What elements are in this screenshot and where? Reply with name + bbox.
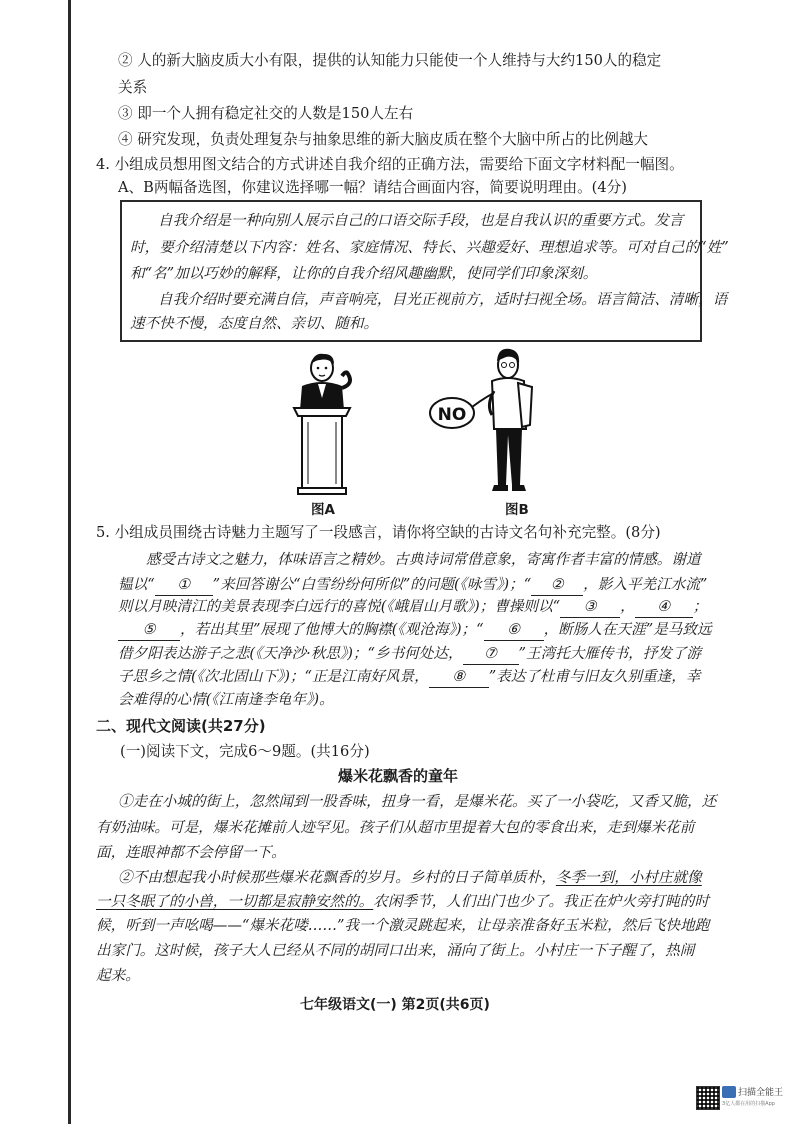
blank-5[interactable]: ⑤	[118, 620, 180, 641]
q5-line-3: 则以月映清江的美景表现李白远行的喜悦(《峨眉山月歌》)；曹操则以“ ③ ， ④ ；	[118, 597, 707, 618]
blank-6[interactable]: ⑥	[484, 620, 544, 641]
q5-line-5	[118, 644, 701, 665]
figure-b-caption: 图B	[505, 502, 529, 518]
p2-underlined-text: 一只冬眠了的小兽，一切都是寂静安然的。	[96, 893, 374, 910]
option-2-line-1: ② 人的新大脑皮质大小有限，提供的认知能力只能使一个人维持与大约150人的稳定	[118, 52, 662, 69]
q5-text: ，影入平羌江水流”	[583, 576, 708, 593]
q5-text: ，若出其里”展现了他博大的胸襟(《观沧海》)；“	[180, 621, 484, 638]
q5-text: 子思乡之情(《次北固山下》)；“正是江南好风景，	[118, 668, 429, 685]
q5-line-7: 会难得的心情(《江南逢李龟年》)。	[118, 691, 334, 708]
p2-line-4: 出家门。这时候，孩子大人已经从不同的胡同口出来，涌向了街上。小村庄一下子醒了，热闹	[96, 942, 695, 959]
material-line-2: 时，要介绍清楚以下内容：姓名、家庭情况、特长、兴趣爱好、理想追求等。可对自己的“姓”	[130, 239, 729, 256]
scanner-watermark: 扫描全能王	[738, 1088, 784, 1098]
option-2-line-2: 关系	[118, 79, 148, 96]
question-4-line-1: 4. 小组成员想用图文结合的方式讲述自我介绍的正确方法，需要给下面文字材料配一幅图。	[96, 156, 684, 173]
blank-8[interactable]: ⑧	[429, 667, 489, 688]
q5-text: ，断肠人在天涯”是马致远	[543, 621, 712, 638]
q5-text: 则以月映清江的美景表现李白远行的喜悦(《峨眉山月歌》)；曹操则以“	[118, 598, 561, 615]
scanner-app-logo-icon	[722, 1086, 736, 1098]
page-footer: 七年级语文(一) 第2页(共6页)	[300, 997, 490, 1013]
p2-line-3: 候，听到一声吆喝——“爆米花喽……”我一个激灵跳起来，让母亲准备好玉米粒，然后飞快地跑	[96, 917, 710, 934]
figure-b-illustration	[428, 345, 548, 500]
option-4: ④ 研究发现，负责处理复杂与抽象思维的新大脑皮质在整个大脑中所占的比例越大	[118, 131, 649, 148]
blank-2[interactable]: ②	[531, 575, 583, 596]
qr-code-icon	[696, 1086, 720, 1110]
blank-7[interactable]: ⑦	[463, 644, 519, 665]
p1-line-3: 面，连眼神都不会停留一下。	[96, 844, 286, 861]
no-text: NO	[437, 405, 467, 425]
p2-text: ②不由想起我小时候那些爆米花飘香的岁月。乡村的日子简单质朴，	[118, 869, 556, 886]
p2-line-2	[96, 892, 709, 912]
q5-line-6	[118, 667, 701, 688]
figure-a-illustration	[272, 348, 372, 498]
p2-line-5: 起来。	[96, 967, 140, 984]
section-2-subheading: (一)阅读下文，完成6～9题。(共16分)	[120, 743, 370, 760]
material-line-3: 和“名”加以巧妙的解释，让你的自我介绍风趣幽默，使同学们印象深刻。	[130, 265, 598, 282]
option-3: ③ 即一个人拥有稳定社交的人数是150人左右	[118, 105, 414, 122]
q5-text: 借夕阳表达游子之悲(《天净沙·秋思》)；“乡书何处达，	[118, 645, 463, 662]
figure-a-caption: 图A	[311, 502, 335, 518]
question-4-line-2: A、B两幅备选图，你建议选择哪一幅？请结合画面内容，简要说明理由。(4分)	[118, 179, 627, 196]
section-2-heading: 二、现代文阅读(共27分)	[96, 717, 266, 735]
p1-line-2: 有奶油味。可是，爆米花摊前人迹罕见。孩子们从超市里提着大包的零食出来，走到爆米花前	[96, 819, 695, 836]
scanner-watermark-subtitle: 3亿人都在用的扫描App	[722, 1101, 775, 1107]
p2-underlined-text: 冬季一到，小村庄就像	[555, 869, 702, 886]
q5-line-1: 感受古诗文之魅力，体味语言之精妙。古典诗词常借意象，寄寓作者丰富的情感。谢道	[146, 551, 701, 568]
blank-1[interactable]: ①	[155, 575, 213, 596]
q5-text: ”来回答谢公“白雪纷纷何所似”的问题(《咏雪》)；“	[212, 576, 532, 593]
binding-margin-line	[68, 0, 71, 1124]
p2-line-1	[118, 868, 702, 888]
blank-4[interactable]: ④	[635, 597, 693, 618]
q5-text: 韫以“	[118, 576, 155, 593]
material-line-5: 速不快不慢，态度自然、亲切、随和。	[130, 315, 379, 332]
p2-text: 农闲季节，人们出门也少了。我正在炉火旁打盹的时	[373, 893, 709, 910]
blank-3[interactable]: ③	[560, 597, 620, 618]
passage-title: 爆米花飘香的童年	[338, 767, 459, 785]
q5-line-4	[118, 620, 712, 641]
question-5-title: 5. 小组成员围绕古诗魅力主题写了一段感言，请你将空缺的古诗文名句补充完整。(8分)	[96, 524, 661, 541]
q5-line-2	[118, 575, 707, 596]
q5-text: ”表达了杜甫与旧友久别重逢，幸	[488, 668, 701, 685]
q5-text: ”王湾托大雁传书，抒发了游	[518, 645, 702, 662]
p1-line-1: ①走在小城的街上，忽然闻到一股香味，扭身一看，是爆米花。买了一小袋吃，又香又脆，还	[118, 793, 717, 810]
material-line-1: 自我介绍是一种向别人展示自己的口语交际手段，也是自我认识的重要方式。发言	[158, 212, 684, 229]
material-line-4: 自我介绍时要充满自信，声音响亮，目光正视前方，适时扫视全场。语言简洁、清晰，语	[158, 291, 728, 308]
